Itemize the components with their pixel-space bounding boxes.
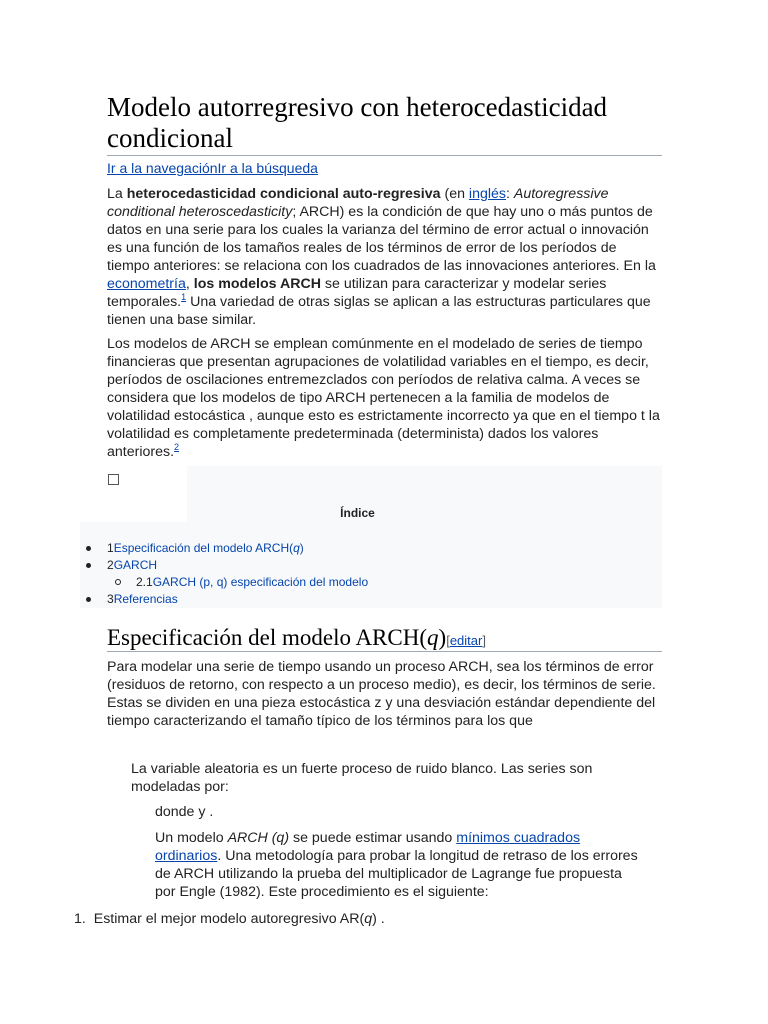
section-divider [107, 651, 662, 652]
reference-1-link[interactable]: 1 [181, 292, 187, 302]
toc-item-2[interactable]: 2GARCH [107, 557, 339, 574]
bullet-icon [86, 597, 91, 602]
table-of-contents [80, 466, 662, 608]
page-title: Modelo autorregresivo con heterocedasticidad condicional [107, 92, 608, 153]
circle-bullet-icon [115, 579, 121, 585]
section-paragraph-1: Para modelar una serie de tiempo usando un proceso ARCH, sea los términos de error (residuos de retorno, con respecto a un proceso medio), es decir, los términos de serie. Estas se dividen en una pieza estocástica z y una desviación estándar dependiente del tiempo caracterizando el tamaño típico de los términos para los que [107, 659, 656, 729]
toc-item-2-1[interactable]: 2.1GARCH (p, q) especificación del modelo [136, 574, 368, 591]
link-ingles[interactable]: inglés [468, 186, 506, 202]
intro-paragraph-2: Los modelos de ARCH se emplean comúnmente en el modelado de series de tiempo financieras que presentan agrupaciones de volatilidad variables en el tiempo, es decir, períodos de oscilaciones entremezclados con períodos de relativa calma. A veces se considera que los modelos de tipo ARCH pertenecen a la familia de modelos de volatilidad estocástica , aunque esto es estrictamente incorrecto ya que en el tiempo t la volatilidad es completamente predeterminada (determinista) dados los valores anteriores.$^2$ [107, 336, 660, 460]
section-paragraph-2: La variable aleatoria es un fuerte proceso de ruido blanco. Las series son modeladas por: [131, 761, 593, 795]
intro-paragraph-1: La heterocedasticidad condicional auto-regresiva (en inglés: Autoregressive conditional heteroscedasticity; ARCH) es la condición de que hay uno o más puntos de datos en una serie para los cuales la varianza del término de error actual o innovación es una función de los tamaños reales de los términos de error de los períodos de tiempo anteriores: se relaciona con los cuadrados de las innovaciones anteriores. En la econometría, los modelos ARCH se utilizan para caracterizar y modelar series temporales.$^1$ Una variedad de otras siglas se aplican a las estructuras particulares que tienen una base similar. [107, 186, 656, 328]
reference-2-link[interactable]: 2 [174, 442, 180, 452]
title-divider [107, 155, 662, 156]
bullet-icon [86, 546, 91, 551]
section-heading-arch: Especificación del modelo ARCH(q)[editar] [107, 625, 486, 650]
list-item: 1. Estimar el mejor modelo autoregresivo AR(q) . [74, 911, 385, 927]
link-minimos-cuadrados[interactable]: mínimos cuadrados ordinarios [155, 830, 581, 864]
edit-section-link[interactable]: editar [449, 633, 483, 648]
toc-title: Índice [340, 506, 375, 520]
section-paragraph-3: donde y . [155, 804, 214, 820]
toc-toggle-checkbox[interactable] [108, 474, 119, 485]
jump-links[interactable]: Ir a la navegaciónIr a la búsqueda [107, 160, 318, 176]
toc-item-1[interactable]: 1Especificación del modelo ARCH(q) [107, 540, 339, 557]
toc-list [80, 540, 369, 608]
bullet-icon [86, 563, 91, 568]
section-paragraph-4: Un modelo ARCH (q) se puede estimar usando mínimos cuadrados ordinarios. Una metodología para probar la longitud de retraso de los errores de ARCH utilizando la prueba del multiplicador de Lagrange fue propuesta por Engle (1982). Este procedimiento es el siguiente: [155, 830, 638, 900]
link-econometria[interactable]: econometría [107, 276, 186, 292]
toc-item-3[interactable]: 3Referencias [107, 591, 339, 608]
